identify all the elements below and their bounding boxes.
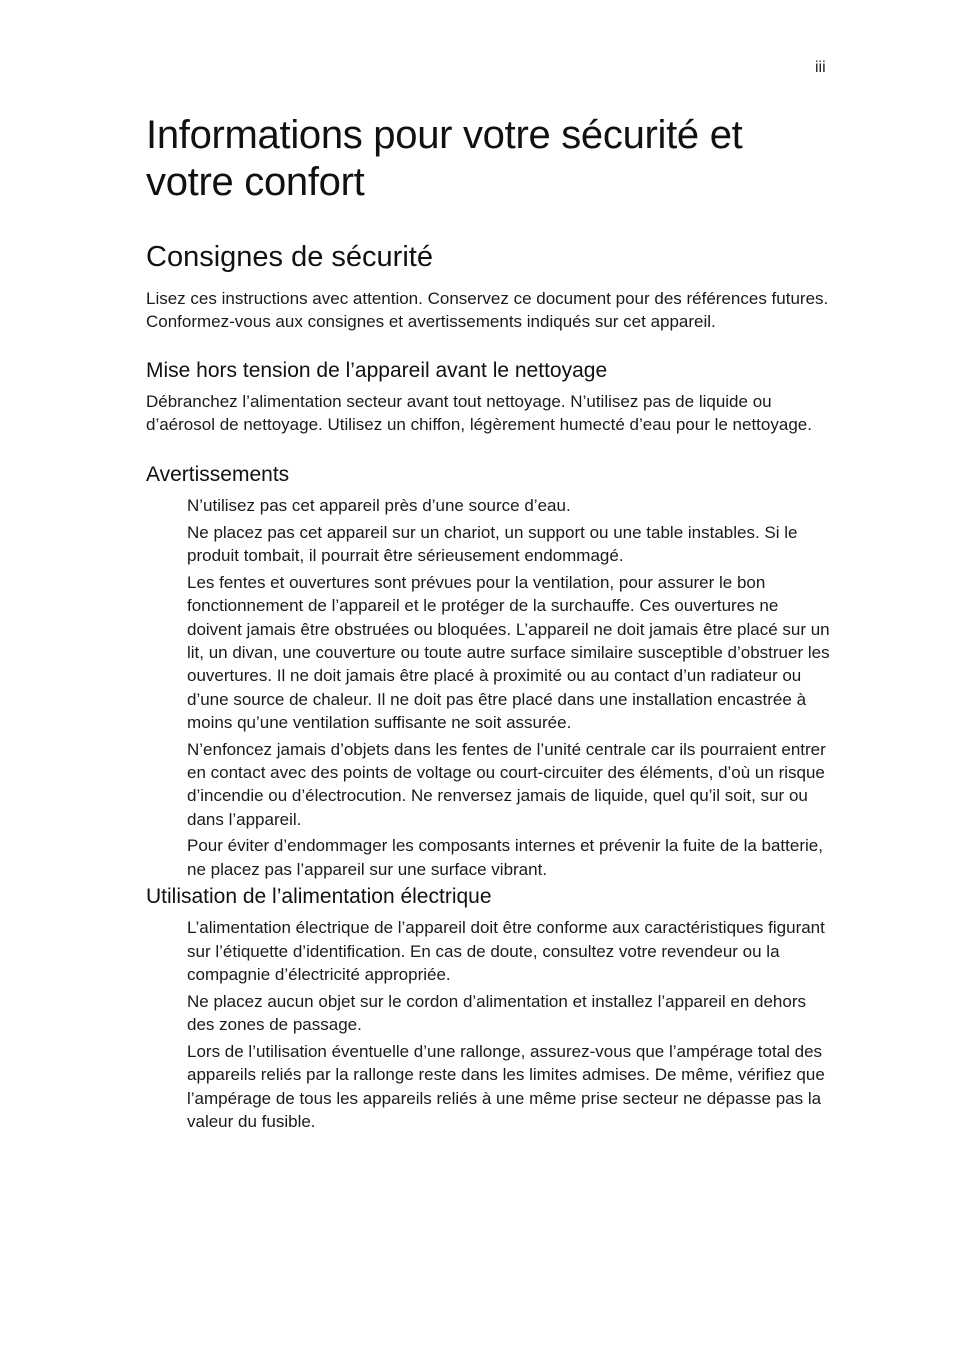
page-title: Informations pour votre sécurité et votre confort <box>146 113 743 204</box>
power-list <box>187 916 832 1133</box>
list-item: N’enfoncez jamais d’objets dans les fentes de l’unité centrale car ils pourraient entrer en contact avec des points de voltage ou court-circuiter des éléments, d’où un risque d’incendie ou d’électrocution. Ne renversez jamais de liquide, quel qu’il soit, sur ou dans l’appareil. <box>187 739 826 829</box>
list-item: L’alimentation électrique de l’appareil doit être conforme aux caractéristiques figurant sur l’étiquette d’identification. En cas de doute, consultez votre revendeur ou la compagnie d’électricité appropriée. <box>187 918 825 985</box>
list-item: Pour éviter d’endommager les composants internes et prévenir la fuite de la batterie, ne placez pas l’appareil sur une surface vibrant. <box>187 836 823 879</box>
page-content <box>146 112 832 1137</box>
list-item: Lors de l’utilisation éventuelle d’une rallonge, assurez-vous que l’ampérage total des appareils reliés par la rallonge reste dans les limites admises. De même, vérifiez que l’ampérage de tous les appareils reliés à une même prise secteur ne dépasse pas la valeur du fusible. <box>187 1041 825 1131</box>
warnings-heading: Avertissements <box>146 463 290 487</box>
power-heading: Utilisation de l’alimentation électrique <box>146 885 492 909</box>
list-item: Ne placez aucun objet sur le cordon d’alimentation et installez l’appareil en dehors des zones de passage. <box>187 991 806 1035</box>
list-item: Les fentes et ouvertures sont prévues pour la ventilation, pour assurer le bon fonctionnement de l’appareil et le protéger de la surchauffe. Ces ouvertures ne doivent jamais être obstruées ou bloquées. L’appareil ne doit jamais être placé sur un lit, un divan, une couverture ou toute autre surface similaire susceptible d’obstruer les ouvertures. Il ne doit jamais être placé à proximité ou au contact d’un radiateur ou d’une source de chaleur. Il ne doit pas être placé dans une installation encastrée à moins qu’une ventilation suffisante ne soit assurée. <box>187 573 830 732</box>
list-item: N’utilisez pas cet appareil près d’une source d’eau. <box>187 496 571 516</box>
cleaning-paragraph: Débranchez l’alimentation secteur avant tout nettoyage. N’utilisez pas de liquide ou d’aérosol de nettoyage. Utilisez un chiffon, légèrement humecté d’eau pour le nettoyage. <box>146 391 812 434</box>
section-heading: Consignes de sécurité <box>146 241 433 273</box>
list-item: Ne placez pas cet appareil sur un chariot, un support ou une table instables. Si le produit tombait, il pourrait être sérieusement endommagé. <box>187 522 798 566</box>
cleaning-heading: Mise hors tension de l’appareil avant le nettoyage <box>146 358 608 382</box>
warnings-list <box>187 494 832 881</box>
page-number: iii <box>815 59 826 76</box>
intro-paragraph: Lisez ces instructions avec attention. Conservez ce document pour des références futures. Conformez-vous aux consignes et avertissements indiqués sur cet appareil. <box>146 289 829 332</box>
